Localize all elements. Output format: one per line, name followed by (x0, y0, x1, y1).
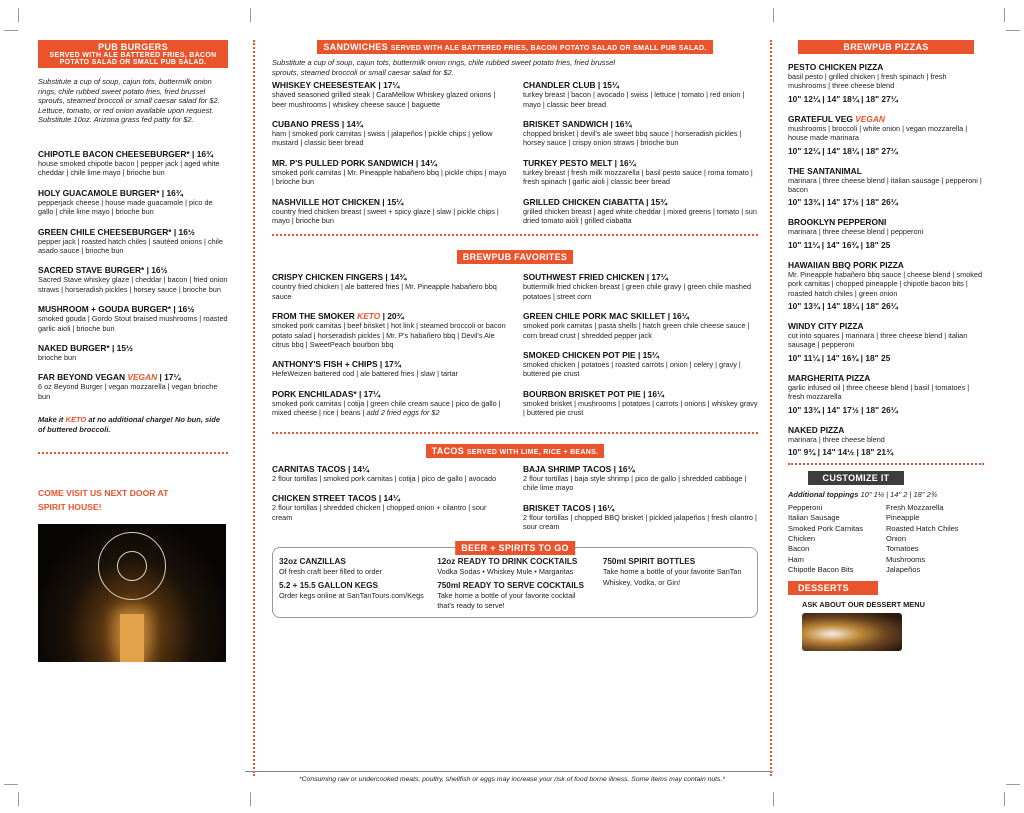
middle-column (272, 40, 758, 618)
topping: Ham (788, 554, 804, 564)
item-price: | 16¼ (614, 157, 636, 168)
item-description: ham | smoked pork carnitas | swiss | jalapeños | pickle chips | yellow mustard | classic beer bread (272, 129, 493, 148)
item-name: CUBANO PRESS (272, 119, 340, 129)
customize-banner: CUSTOMIZE IT (808, 471, 904, 485)
menu-item (272, 389, 507, 418)
item-description: smoked pork carnitas | Mr. Pineapple habañero bbq | pickle chips | mayo | brioche bun (272, 167, 507, 187)
crop-mark (773, 792, 774, 806)
item-name: GREEN CHILE PORK MAC SKILLET (523, 311, 666, 322)
item-name: BAJA SHRIMP TACOS (523, 463, 612, 474)
item-name: MARGHERITA PIZZA (788, 372, 871, 383)
item-description: buttermilk fried chicken breast | green chile gravy | green chile mashed potatoes | street corn (523, 282, 752, 301)
menu-item (272, 311, 507, 349)
item-description: chopped brisket | devil's ale sweet bbq sauce | horseradish pickles | horsey sauce | crispy onion straws | brioche bun (523, 129, 742, 148)
tacos-left (272, 458, 507, 532)
item-sizes: 10" 11¼ | 14" 16¾ | 18" 25 (788, 352, 891, 363)
keto-note (38, 415, 228, 434)
keto-note-pre: Make it (38, 415, 64, 425)
item-price: | 15¼ (382, 196, 404, 207)
toppings-col-1 (788, 503, 886, 576)
sandwiches-title: SANDWICHES (323, 42, 388, 52)
item-description: smoked chicken | potatoes | roasted carrots | onion | celery | gravy | buttered pie crust (523, 360, 741, 379)
item-price: | 15¾ (646, 196, 668, 207)
beer-spirits-banner: BEER + SPIRITS TO GO (455, 541, 575, 555)
topping: Roasted Hatch Chiles (886, 523, 959, 533)
beer-item-desc: Of fresh craft beer filled to order (279, 567, 383, 577)
crop-mark (1004, 792, 1005, 806)
menu-item (272, 119, 507, 148)
item-name: FROM THE SMOKER (272, 311, 355, 322)
crop-mark (18, 8, 19, 22)
item-description: pepperjack cheese | house made guacamole | pico de gallo | chile lime mayo | brioche bun (38, 197, 213, 217)
item-name: NAKED BURGER* (38, 343, 110, 354)
vegan-tag: VEGAN (855, 113, 885, 124)
customize-label: Additional toppings (788, 490, 859, 500)
item-price: | 14¼ (348, 463, 369, 474)
beer-item-desc: Vodka Sodas • Whiskey Mule • Margaritas (437, 567, 574, 577)
item-name: GRATEFUL VEG (788, 113, 853, 124)
beer-item-desc: Order kegs online at SanTanTours.com/Kegs (279, 590, 424, 600)
topping: Onion (886, 533, 907, 543)
item-name: GRILLED CHICKEN CIABATTA (523, 196, 644, 207)
item-name: PORK ENCHILADAS* (272, 388, 357, 399)
item-name: CHICKEN STREET TACOS (272, 493, 377, 504)
menu-item (788, 62, 984, 104)
item-description (272, 399, 507, 418)
item-description-main: smoked pork carnitas | cotija | green chile cream sauce | pico de gallo | mixed cheese | rice | beans | (272, 398, 501, 418)
menu-item (272, 272, 507, 301)
item-price: | 15¼ (597, 80, 619, 91)
item-name: SOUTHWEST FRIED CHICKEN (523, 272, 645, 283)
item-name: TURKEY PESTO MELT (523, 157, 613, 168)
item-price: | 17¾ (379, 359, 401, 370)
menu-item (523, 503, 758, 532)
left-column (38, 40, 228, 662)
beer-item-name: 750ml READY TO SERVE COCKTAILS (437, 580, 585, 590)
footer-rule (245, 771, 773, 772)
menu-item (272, 158, 507, 187)
item-name: SMOKED CHICKEN POT PIE (523, 350, 636, 361)
beer-col-3 (603, 557, 751, 612)
item-price: | 16¾ (192, 148, 214, 159)
item-name: NAKED PIZZA (788, 424, 845, 435)
item-price: | 16¼ (613, 463, 635, 474)
menu-item (272, 359, 507, 378)
crop-mark (773, 8, 774, 22)
column-divider (253, 40, 255, 776)
right-column (788, 40, 984, 651)
beer-spirits-box (272, 543, 758, 618)
dessert-photo (802, 613, 902, 651)
crop-mark (4, 30, 18, 31)
item-price: | 14¾ (385, 272, 407, 283)
item-price: | 15¼ (637, 350, 659, 361)
keto-note-post: at no additional charge! No bun, side of buttered broccoli. (38, 415, 221, 434)
menu-item (523, 350, 758, 379)
menu-item (523, 311, 758, 340)
item-price: | 16¾ (161, 187, 183, 198)
beer-item-desc: Take home a bottle of your favorite cocktail that's ready to serve! (437, 590, 576, 611)
pub-burgers-banner (38, 40, 228, 68)
item-description: smoked gouda | Gordo Stout braised mushrooms | roasted garlic aioli | brioche bun (38, 314, 228, 333)
beer-item-desc: Take home a bottle of your favorite SanTan Whiskey, Vodka, or Gin! (602, 567, 742, 587)
spirit-house-logo (98, 532, 166, 600)
item-name: CARNITAS TACOS (272, 463, 346, 474)
item-price: | 14¼ (415, 157, 437, 168)
item-price: | 16¼ (643, 388, 665, 399)
item-description: country fried chicken breast | sweet + spicy glaze | slaw | pickle chips | mayo | brioche bun (272, 206, 499, 226)
topping: Tomatoes (886, 544, 919, 554)
customize-line (788, 490, 984, 500)
menu-item (523, 464, 758, 493)
topping: Jalapeños (886, 565, 921, 575)
item-description: marinara | three cheese blend | italian sausage | pepperoni | bacon (788, 175, 982, 195)
crop-mark (1006, 30, 1020, 31)
item-price: | 16¼ (593, 502, 615, 513)
pizzas-banner: BREWPUB PIZZAS (798, 40, 974, 54)
crop-mark (4, 784, 18, 785)
menu-item (523, 119, 758, 148)
section-divider (788, 463, 984, 465)
item-name: WHISKEY CHEESESTEAK (272, 80, 377, 91)
item-name: CRISPY CHICKEN FINGERS (272, 272, 384, 283)
item-description: brioche bun (38, 353, 77, 363)
toppings-list (788, 503, 984, 576)
menu-item (523, 272, 758, 301)
topping: Pepperoni (788, 502, 823, 512)
item-name: MR. P'S PULLED PORK SANDWICH (272, 157, 414, 168)
item-name: CHIPOTLE BACON CHEESEBURGER* (38, 148, 190, 159)
tacos-subtitle: SERVED WITH LIME, RICE + BEANS. (466, 448, 599, 456)
item-price: | 14¾ (341, 119, 363, 129)
beer-item-name: 32oz CANZILLAS (279, 557, 346, 567)
item-price: | 16½ (173, 304, 195, 315)
sandwiches-left (272, 77, 507, 225)
beer-col-1 (279, 557, 427, 612)
topping: Pineapple (886, 513, 920, 523)
item-description: turkey breast | fresh milk mozzarella | basil pesto sauce | roma tomato | fresh spinach | garlic aioli | classic beer bread (523, 167, 753, 187)
item-name: MUSHROOM + GOUDA BURGER* (38, 304, 171, 315)
desserts-text: ASK ABOUT OUR DESSERT MENU (802, 599, 925, 609)
item-price: | 16¾ (610, 119, 632, 129)
item-price: | 16¼ (667, 311, 689, 322)
menu-item (38, 149, 228, 178)
crop-mark (250, 8, 251, 22)
menu-item (788, 321, 984, 363)
menu-item (38, 227, 228, 256)
beer-item-name: 750ml SPIRIT BOTTLES (602, 557, 696, 567)
item-description: mushrooms | broccoli | white onion | vegan mozzarella | house made marinara (788, 123, 968, 143)
item-description: grilled chicken breast | aged white cheddar | mixed greens | tomato | sun dried tomato aioli | grilled ciabatta (523, 206, 757, 226)
section-divider (38, 452, 228, 454)
vegan-tag: VEGAN (127, 372, 158, 383)
item-name: THE SANTANIMAL (788, 165, 862, 176)
item-price: | 17¼ (646, 272, 668, 283)
item-sizes: 10" 13¾ | 14" 18¼ | 18" 26¼ (788, 301, 898, 312)
item-sizes: 10" 9¾ | 14" 14½ | 18" 21¾ (788, 447, 894, 458)
menu-item (523, 80, 758, 109)
item-name: BRISKET SANDWICH (523, 119, 609, 129)
item-name: CHANDLER CLUB (523, 80, 596, 91)
item-description: 2 flour tortillas | shredded chicken | chopped onion + cilantro | sour cream (272, 503, 487, 522)
doorway-light (120, 614, 144, 662)
footer-disclaimer: *Consuming raw or undercooked meats, poultry, shellfish or eggs may increase your risk of food borne illness. Some items may contain nuts.* (298, 776, 725, 783)
item-name: BRISKET TACOS (523, 502, 591, 513)
menu-item (523, 158, 758, 187)
menu-item (788, 217, 984, 249)
crop-mark (18, 792, 19, 806)
item-price: | 17¼ (378, 80, 400, 91)
item-sizes: 10" 12¼ | 14" 18¼ | 18" 27¼ (788, 145, 898, 156)
pub-burgers-intro: Substitute a cup of soup, cajun tots, buttermilk onion rings, chile rubbed sweet potato fries, fried brussel sprouts, steamed broccoli or small caesar salad for $2. Lettuce, tomato, or red onion available upon request. Substitute 10oz. Arizona grass fed patty for $2. (38, 77, 220, 125)
item-name: SACRED STAVE BURGER* (38, 265, 145, 276)
topping: Smoked Pork Carnitas (788, 523, 864, 533)
item-name: HOLY GUACAMOLE BURGER* (38, 187, 160, 198)
item-price: | 16½ (173, 226, 195, 237)
menu-item (788, 260, 984, 311)
menu-item (272, 80, 507, 109)
menu-item (38, 188, 228, 217)
menu-item (38, 372, 228, 401)
spirit-house-cta: COME VISIT US NEXT DOOR AT SPIRIT HOUSE! (38, 488, 169, 513)
item-description-addon: add 2 fried eggs for $2 (366, 408, 440, 418)
item-description: turkey breast | bacon | avocado | swiss | lettuce | tomato | red onion | mayo | classic beer bread (523, 90, 745, 109)
item-name: BROOKLYN PEPPERONI (788, 217, 887, 228)
item-price: | 17¼ (359, 388, 380, 399)
item-sizes: 10" 13¾ | 14" 17½ | 18" 26¼ (788, 197, 898, 208)
favorites-right (523, 264, 758, 417)
menu-item (272, 493, 507, 522)
crop-mark (250, 792, 251, 806)
item-description: basil pesto | grilled chicken | fresh spinach | fresh mushrooms | three cheese blend (788, 72, 947, 91)
item-description: smoked pork carnitas | pasta shells | hatch green chile cheese sauce | corn bread crust | shredded pepper jack (523, 321, 750, 340)
item-name: PESTO CHICKEN PIZZA (788, 62, 884, 72)
item-price: | 14¼ (378, 493, 400, 504)
item-price: | 20¾ (382, 311, 404, 322)
topping: Fresh Mozzarella (886, 502, 944, 512)
item-description: smoked brisket | mushrooms | potatoes | carrots | onions | whiskey gravy | buttered pie crust (523, 398, 758, 418)
pub-burgers-subtitle: SERVED WITH ALE BATTERED FRIES, BACON POTATO SALAD OR SMALL PUB SALAD. (49, 52, 217, 66)
item-description: country fried chicken | ale battered fries | Mr. Pineapple habañero bbq sauce (272, 282, 497, 301)
item-description: 2 flour tortillas | chopped BBQ brisket | pickled jalapeños | fresh cilantro | sour cream (523, 512, 757, 531)
beer-col-2 (437, 557, 593, 612)
sandwiches-banner (317, 40, 712, 54)
tacos-banner (426, 444, 605, 458)
item-sizes: 10" 12¼ | 14" 18¼ | 18" 27¼ (788, 93, 898, 104)
favorites-banner (457, 250, 573, 264)
item-name: GREEN CHILE CHEESEBURGER* (38, 226, 172, 237)
column-divider (770, 40, 772, 776)
menu-item (272, 197, 507, 226)
item-name: ANTHONY'S FISH + CHIPS (272, 359, 378, 370)
menu-item (788, 373, 984, 415)
item-description: HefeWeizen battered cod | ale battered fries | slaw | tartar (272, 369, 459, 379)
item-description: smoked pork carnitas | beef brisket | hot link | steamed broccoli or bacon potato salad | horseradish pickles | Mr. P's habañero bbq | Devil's Ale citrus bbq | SweetPeach bourbon bbq (272, 321, 506, 350)
tacos-title: TACOS (431, 445, 465, 456)
item-price: | 16½ (146, 265, 168, 276)
topping: Bacon (788, 544, 810, 554)
menu-item (272, 464, 507, 483)
item-name: WINDY CITY PIZZA (788, 321, 864, 332)
menu-item (523, 197, 758, 226)
topping: Italian Sausage (788, 513, 840, 523)
item-description: 2 flour tortillas | baja style shrimp | pico de gallo | shredded cabbage | chile lime mayo (523, 473, 747, 493)
menu-item (788, 425, 984, 457)
item-name: FAR BEYOND VEGAN (38, 372, 126, 383)
beer-item-name: 12oz READY TO DRINK COCKTAILS (437, 557, 578, 567)
crop-mark (1006, 784, 1020, 785)
customize-prices: 10" 1¼ | 14" 2 | 18" 2¾ (860, 490, 938, 500)
sandwiches-subtitle: SERVED WITH ALE BATTERED FRIES, BACON POTATO SALAD OR SMALL PUB SALAD. (390, 45, 707, 52)
menu-item (38, 343, 228, 362)
favorites-left (272, 264, 507, 417)
spirit-house-photo (38, 524, 226, 662)
sandwiches-intro: Substitute a cup of soup, cajun tots, buttermilk onion rings, chile rubbed sweet potato fries, fried brussel sprouts, steamed broccoli or small caesar salad for $2. (272, 58, 616, 77)
topping: Mushrooms (886, 554, 926, 564)
item-description: house smoked chipotle bacon | pepper jack | aged white cheddar | chile lime mayo | brioche bun (38, 158, 220, 178)
item-name: HAWAIIAN BBQ PORK PIZZA (788, 259, 904, 270)
tacos-right (523, 458, 758, 532)
beer-item-name: 5.2 + 15.5 GALLON KEGS (279, 580, 378, 590)
item-price: | 17¼ (159, 372, 181, 383)
menu-item (523, 389, 758, 418)
section-divider (272, 432, 758, 434)
item-description: Sacred Stave whiskey glaze | cheddar | bacon | fried onion straws | horseradish pickles | horsey sauce | brioche bun (38, 275, 228, 294)
pub-burgers-title: PUB BURGERS (98, 42, 168, 52)
crop-mark (1004, 8, 1005, 22)
item-description: 6 oz Beyond Burger | vegan mozzarella | vegan brioche bun (38, 382, 218, 401)
item-price: | 15½ (112, 343, 133, 354)
desserts-banner: DESSERTS (788, 581, 878, 595)
section-divider (272, 234, 758, 236)
topping: Chicken (788, 533, 816, 543)
menu-item (38, 265, 228, 294)
item-sizes: 10" 13¾ | 14" 17½ | 18" 26¼ (788, 404, 898, 415)
sandwiches-right (523, 77, 758, 225)
favorites-title: BREWPUB FAVORITES (462, 252, 568, 263)
menu-item (788, 166, 984, 208)
item-sizes: 10" 11¼ | 14" 16¾ | 18" 25 (788, 239, 891, 250)
keto-tag: KETO (65, 415, 87, 425)
item-description: shaved seasoned grilled steak | CaraMellow Whiskey glazed onions | beer mushrooms | whiskey cheese sauce | baguette (272, 90, 496, 109)
item-description: cut into squares | marinara | three cheese blend | italian sausage | pepperoni (788, 331, 968, 350)
menu-item (788, 114, 984, 156)
topping: Chipotle Bacon Bits (788, 565, 854, 575)
toppings-col-2 (886, 503, 984, 576)
item-description: garlic infused oil | three cheese blend | basil | tomatoes | fresh mozzarella (788, 382, 970, 402)
item-description: Mr. Pineapple habañero bbq sauce | cheese blend | smoked pork carnitas | chopped pineapple | chipotle bacon bits | roasted hatch chiles | green onion (788, 269, 983, 298)
keto-tag: KETO (357, 311, 381, 322)
item-description: 2 flour tortillas | smoked pork carnitas | cotija | pico de gallo | avocado (272, 473, 497, 483)
item-description: pepper jack | roasted hatch chiles | sautéed onions | chile asado sauce | brioche bun (38, 236, 223, 255)
item-name: NASHVILLE HOT CHICKEN (272, 196, 380, 207)
item-description: marinara | three cheese blend (788, 434, 885, 444)
item-description: marinara | three cheese blend | pepperoni (788, 227, 924, 237)
menu-item (38, 304, 228, 333)
item-name: BOURBON BRISKET POT PIE (523, 388, 641, 399)
